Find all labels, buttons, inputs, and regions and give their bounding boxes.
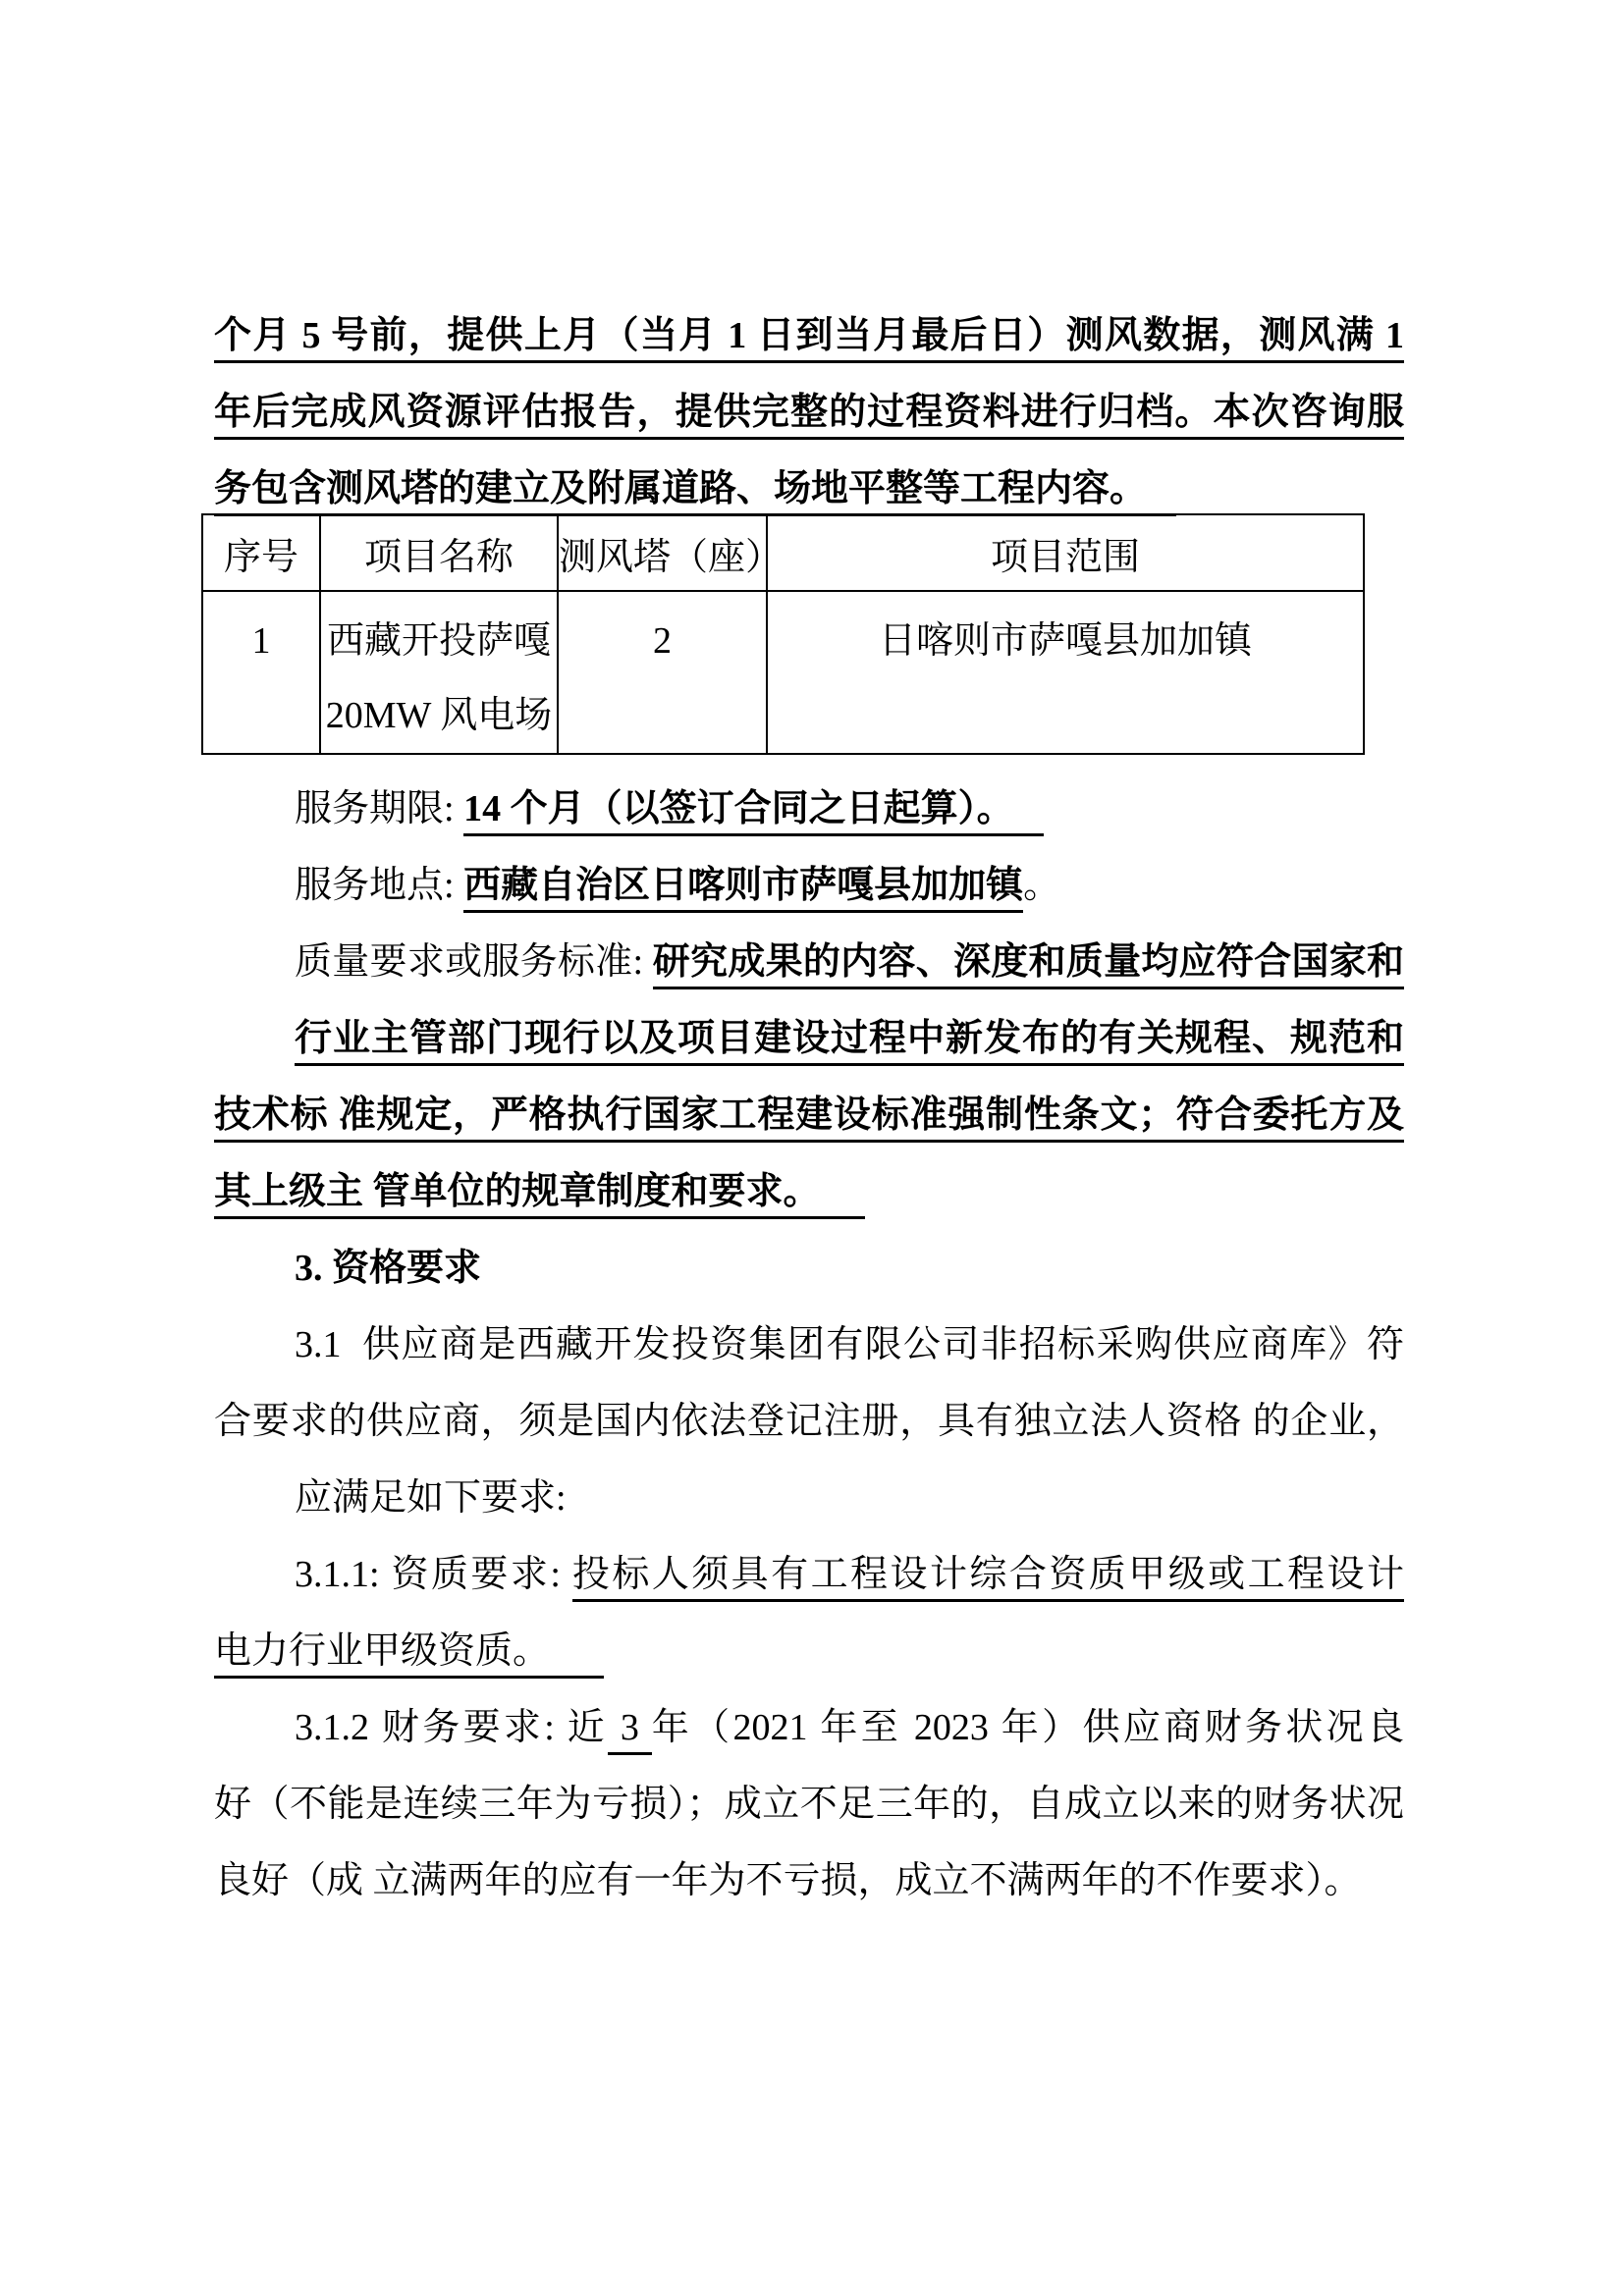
cell-project-scope: 日喀则市萨嘎县加加镇: [767, 591, 1364, 754]
table-header-seq: 序号: [202, 514, 320, 591]
cell-project-name-line-2: 20MW 风电场: [325, 695, 553, 736]
clause-312-line-1: [214, 1689, 1404, 1766]
service-term-line: [214, 771, 1404, 847]
clause-31-line-1: [214, 1307, 1404, 1383]
quality-line-4: [214, 1153, 1404, 1230]
quality-value-line-3: 技术标 准规定，严格执行国家工程建设标准强制性条文；符合委托方及: [214, 1095, 1404, 1143]
quality-value-line-2: 行业主管部门现行以及项目建设过程中新发布的有关规程、规范和: [295, 1018, 1404, 1066]
clause-31-line-3-text: 应满足如下要求:: [295, 1477, 567, 1519]
quality-value-line-4: 其上级主 管单位的规章制度和要求。: [214, 1171, 865, 1219]
clause-312-line-3: [214, 1842, 1404, 1919]
service-location-label: 服务地点:: [295, 865, 464, 906]
cell-seq: 1: [202, 591, 320, 754]
clause-312-line-2-text: 好（不能是连续三年为亏损）；成立不足三年的，自成立以来的财务状况: [214, 1784, 1404, 1825]
table-header-tower-count: 测风塔（座）: [558, 514, 767, 591]
intro-line-1-text: 个月 5 号前，提供上月（当月 1 日到当月最后日）测风数据，测风满 1: [214, 315, 1404, 363]
quality-line-1: [214, 924, 1404, 1000]
cell-tower-count: 2: [558, 591, 767, 754]
clause-31-line-2: [214, 1383, 1404, 1460]
service-location-value: 西藏自治区日喀则市萨嘎县加加镇: [463, 865, 1023, 913]
cell-project-name-line-1: 西藏开投萨嘎: [326, 620, 551, 662]
intro-line-2: [214, 374, 1404, 451]
clause-311-value-line-2: 电力行业甲级资质。: [214, 1630, 604, 1679]
clause-312-line-2: [214, 1766, 1404, 1842]
service-location-suffix: 。: [1023, 865, 1061, 906]
clause-31-line-2-text: 合要求的供应商，须是国内依法登记注册，具有独立法人资格 的企业，: [214, 1401, 1404, 1442]
document-content: [214, 297, 1404, 1919]
table-header-project-scope: 项目范围: [767, 514, 1364, 591]
service-term-value: 14 个月（以签订合同之日起算）。: [463, 788, 1044, 836]
clause-312-prefix: 3.1.2 财务要求: 近: [295, 1707, 609, 1748]
clause-312-suffix: 年（2021 年至 2023 年）供应商财务状况良: [651, 1707, 1404, 1748]
project-table: [201, 513, 1365, 755]
table-row: [202, 591, 1364, 754]
service-term-label: 服务期限:: [295, 788, 464, 829]
qualification-heading: [214, 1230, 1404, 1307]
cell-project-name: [320, 591, 558, 754]
clause-31-line-3: [214, 1460, 1404, 1536]
clause-312-blank-value: 3: [608, 1707, 652, 1755]
qualification-heading-text: 3. 资格要求: [295, 1248, 482, 1289]
clause-31-line-1-text: 3.1 供应商是西藏开发投资集团有限公司非招标采购供应商库》符: [295, 1324, 1404, 1365]
intro-line-1: [214, 297, 1404, 374]
table-header-project-name: 项目名称: [320, 514, 558, 591]
clause-311-line-1: [214, 1536, 1404, 1613]
clause-312-line-3-text: 良好（成 立满两年的应有一年为不亏损，成立不满两年的不作要求）。: [214, 1860, 1362, 1901]
clause-311-line-2: [214, 1613, 1404, 1689]
quality-label: 质量要求或服务标准:: [295, 941, 653, 983]
intro-line-2-text: 年后完成风资源评估报告，提供完整的过程资料进行归档。本次咨询服: [214, 392, 1404, 440]
clause-311-value-line-1: 投标人须具有工程设计综合资质甲级或工程设计: [572, 1554, 1404, 1602]
intro-line-3-text: 务包含测风塔的建立及附属道路、场地平整等工程内容。: [214, 468, 1176, 516]
quality-line-3: [214, 1077, 1404, 1153]
quality-value-line-1: 研究成果的内容、深度和质量均应符合国家和: [653, 941, 1404, 989]
clause-311-label: 3.1.1: 资质要求:: [295, 1554, 572, 1595]
quality-line-2: [214, 1000, 1404, 1077]
service-location-line: [214, 847, 1404, 924]
